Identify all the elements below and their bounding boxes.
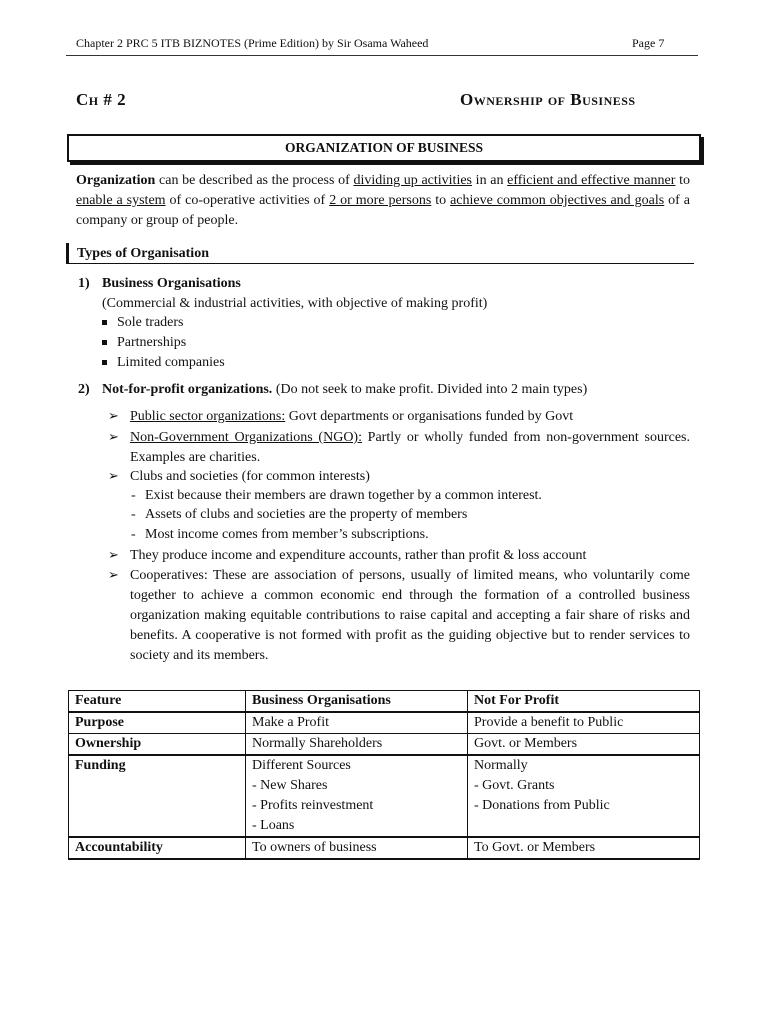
- list-item: [108, 466, 370, 487]
- list-item-text: Sole traders: [117, 315, 184, 330]
- nfp-heading: [78, 380, 587, 400]
- header-divider: [66, 55, 698, 56]
- intro-underline-1: dividing up activities: [353, 173, 472, 188]
- sub-list-item: [131, 505, 467, 525]
- list-item: [102, 313, 183, 333]
- table-cell: Govt. or Members: [468, 734, 700, 756]
- funding-line: - Loans: [252, 818, 295, 833]
- table-cell: Provide a benefit to Public: [468, 712, 700, 734]
- table-row: [69, 712, 700, 734]
- sub-list-item: [131, 525, 429, 545]
- dash-bullet-icon: -: [131, 488, 136, 503]
- nfp-title: Not-for-profit organizations.: [102, 382, 273, 397]
- list-item: [108, 565, 690, 666]
- types-heading: Types of Organisation: [66, 243, 694, 264]
- business-note: (Commercial & industrial activities, with objective of making profit): [102, 296, 488, 311]
- section-title-box: ORGANIZATION OF BUSINESS: [67, 134, 701, 162]
- funding-line: Different Sources: [252, 758, 351, 773]
- income-text: They produce income and expenditure accounts, rather than profit & loss account: [130, 548, 587, 563]
- public-sector-text: Govt departments or organisations funded by Govt: [285, 409, 574, 424]
- nfp-number: 2): [78, 382, 90, 397]
- chapter-title: Ownership of Business: [460, 90, 636, 109]
- table-cell: Make a Profit: [246, 712, 468, 734]
- dash-bullet-icon: -: [131, 527, 136, 542]
- intro-text-1: can be described as the process of: [155, 173, 354, 188]
- intro-text-6: of a company or group of people.: [76, 193, 690, 228]
- arrow-bullet-icon: ➢: [108, 547, 119, 562]
- intro-paragraph: [76, 171, 690, 231]
- business-heading: [78, 274, 241, 294]
- table-header-cell: Not For Profit: [468, 691, 700, 713]
- intro-text-3: to: [675, 173, 691, 188]
- arrow-bullet-icon: ➢: [108, 468, 119, 483]
- table-cell: [246, 755, 468, 837]
- intro-underline-3: enable a system: [76, 193, 166, 208]
- square-bullet-icon: [102, 340, 107, 345]
- square-bullet-icon: [102, 360, 107, 365]
- list-item: [102, 333, 186, 353]
- intro-underline-4: 2 or more persons: [329, 193, 432, 208]
- table-cell: Funding: [69, 755, 246, 837]
- chapter-number: Ch # 2: [76, 90, 127, 109]
- sub-list-item: [131, 486, 542, 506]
- table-cell: To Govt. or Members: [468, 837, 700, 859]
- arrow-bullet-icon: ➢: [108, 429, 119, 444]
- table-row: [69, 755, 700, 837]
- funding-line: Normally: [474, 758, 528, 773]
- intro-text-4: of co-operative activities of: [165, 193, 330, 208]
- table-row: [69, 837, 700, 859]
- page-number: Page 7: [632, 36, 665, 50]
- ngo-label: Non-Government Organizations (NGO):: [130, 430, 362, 445]
- nfp-note: (Do not seek to make profit. Divided into 2 main types): [272, 382, 588, 397]
- list-item: [108, 427, 690, 468]
- table-row: [69, 734, 700, 756]
- business-number: 1): [78, 276, 90, 291]
- funding-line: - Profits reinvestment: [252, 798, 374, 813]
- table-cell: To owners of business: [246, 837, 468, 859]
- sub-list-item-text: Most income comes from member’s subscriptions.: [145, 527, 429, 542]
- table-cell: Normally Shareholders: [246, 734, 468, 756]
- dash-bullet-icon: -: [131, 507, 136, 522]
- table-cell: Purpose: [69, 712, 246, 734]
- running-header-title: Chapter 2 PRC 5 ITB BIZNOTES (Prime Edition) by Sir Osama Waheed: [76, 36, 429, 50]
- table-cell: Accountability: [69, 837, 246, 859]
- sub-list-item-text: Exist because their members are drawn together by a common interest.: [145, 488, 542, 503]
- list-item: [108, 545, 694, 566]
- list-item: [108, 406, 694, 427]
- table-header-cell: Feature: [69, 691, 246, 713]
- intro-underline-5: achieve common objectives and goals: [450, 193, 665, 208]
- table-cell: Ownership: [69, 734, 246, 756]
- business-title: Business Organisations: [102, 276, 241, 291]
- intro-text-2: in an: [472, 173, 508, 188]
- sub-list-item-text: Assets of clubs and societies are the property of members: [145, 507, 468, 522]
- table-header-row: [69, 691, 700, 713]
- list-item-text: Limited companies: [117, 355, 225, 370]
- clubs-text: Clubs and societies (for common interests): [130, 469, 370, 484]
- funding-line: - Donations from Public: [474, 798, 610, 813]
- list-item-text: Partnerships: [117, 335, 187, 350]
- public-sector-label: Public sector organizations:: [130, 409, 286, 424]
- arrow-bullet-icon: ➢: [108, 408, 119, 423]
- arrow-bullet-icon: ➢: [108, 567, 119, 582]
- ngo-text: Partly or wholly funded from non-government sources. Examples are charities.: [130, 430, 690, 465]
- list-item: [102, 353, 225, 373]
- funding-line: - New Shares: [252, 778, 328, 793]
- square-bullet-icon: [102, 320, 107, 325]
- intro-underline-2: efficient and effective manner: [507, 173, 676, 188]
- table-header-cell: Business Organisations: [246, 691, 468, 713]
- comparison-table: [68, 690, 700, 860]
- intro-term: Organization: [76, 173, 156, 188]
- cooperatives-text: Cooperatives: These are association of persons, usually of limited means, who voluntarily come together to achieve a common economic end through the formation of a controlled business organization making equitable contributions to raise capital and accepting a fair share of risks and benefits. A cooperative is not formed with profit as the guiding objective but to render services to society and its members.: [130, 568, 690, 663]
- intro-text-5: to: [431, 193, 451, 208]
- funding-line: - Govt. Grants: [474, 778, 555, 793]
- table-cell: [468, 755, 700, 837]
